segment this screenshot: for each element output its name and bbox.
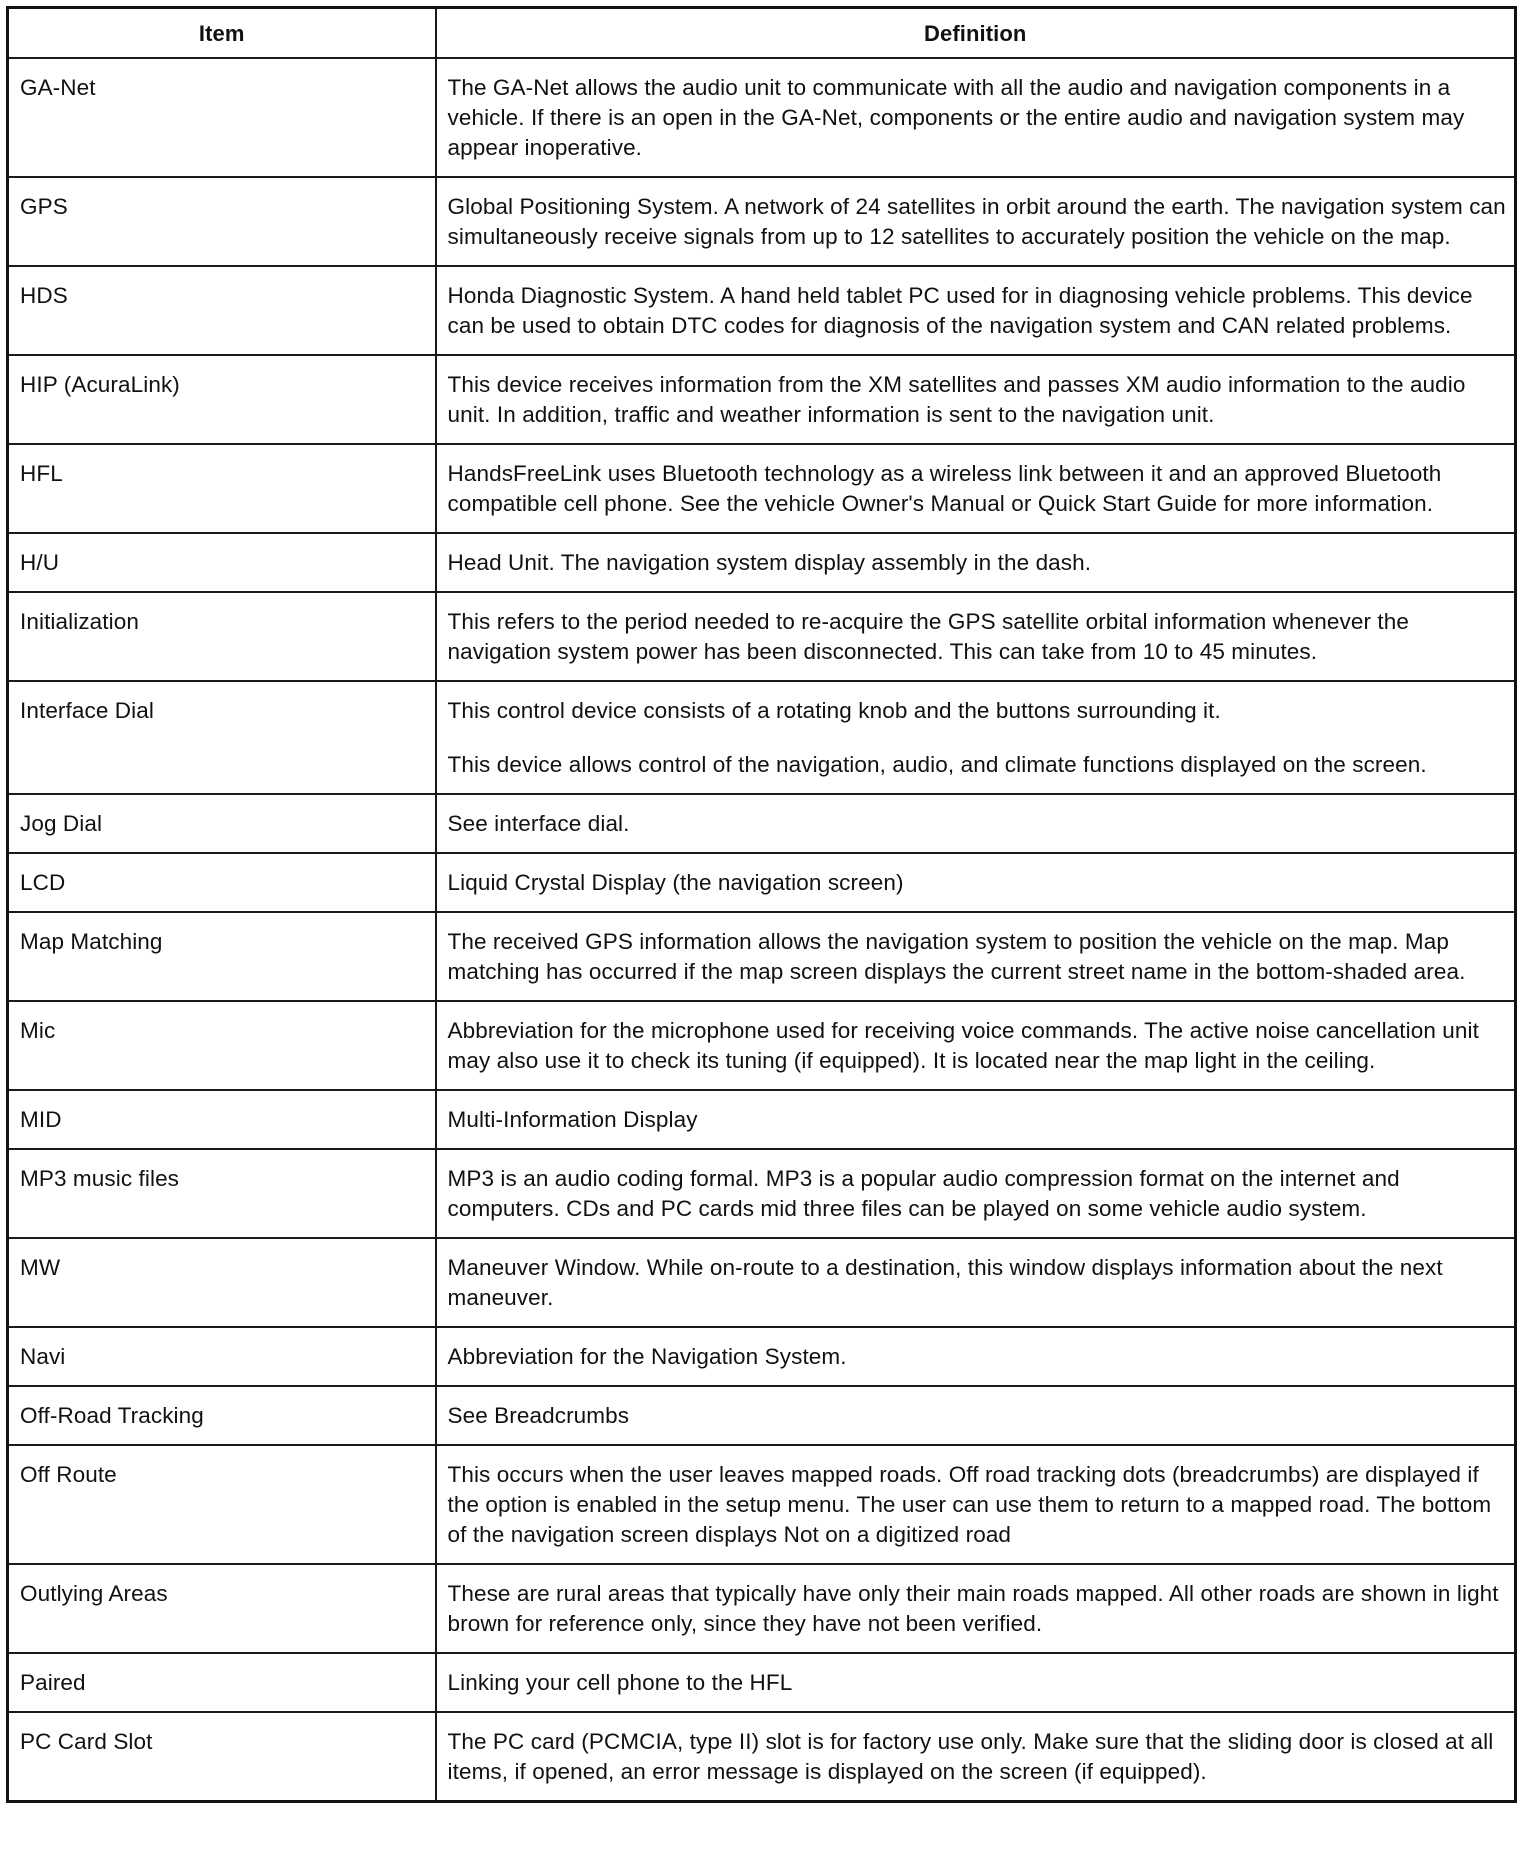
definition-cell: [436, 533, 1516, 592]
term-cell: Jog Dial: [8, 794, 436, 853]
term-cell: Map Matching: [8, 912, 436, 1001]
definition-paragraph: MP3 is an audio coding formal. MP3 is a popular audio compression format on the internet and computers. CDs and PC cards mid three files can be played on some vehicle audio system.: [447, 1166, 1400, 1221]
definition-cell: [436, 355, 1516, 444]
definition-paragraph: See Breadcrumbs: [447, 1403, 630, 1428]
definition-cell: [436, 1386, 1516, 1445]
definition-cell: [436, 1445, 1516, 1564]
glossary-table: [6, 6, 1517, 1803]
definition-paragraph: Linking your cell phone to the HFL: [447, 1670, 793, 1695]
definition-paragraph: Honda Diagnostic System. A hand held tablet PC used for in diagnosing vehicle problems. This device can be used to obtain DTC codes for diagnosis of the navigation system and CAN related problems.: [447, 283, 1473, 338]
definition-cell: [436, 1149, 1516, 1238]
table-row: [8, 592, 1516, 681]
definition-cell: [436, 444, 1516, 533]
definition-paragraph: Head Unit. The navigation system display assembly in the dash.: [447, 550, 1092, 575]
term-cell: Interface Dial: [8, 681, 436, 794]
definition-cell: [436, 266, 1516, 355]
table-row: [8, 1653, 1516, 1712]
definition-paragraph: Abbreviation for the Navigation System.: [447, 1344, 847, 1369]
table-row: [8, 681, 1516, 794]
term-cell: Paired: [8, 1653, 436, 1712]
table-row: [8, 1564, 1516, 1653]
definition-cell: [436, 853, 1516, 912]
definition-cell: [436, 912, 1516, 1001]
term-cell: H/U: [8, 533, 436, 592]
definition-cell: [436, 58, 1516, 177]
definition-cell: [436, 177, 1516, 266]
definition-paragraph: This occurs when the user leaves mapped roads. Off road tracking dots (breadcrumbs) are displayed if the option is enabled in the setup menu. The user can use them to return to a mapped road. The bottom of the navigation screen displays Not on a digitized road: [447, 1462, 1492, 1547]
definition-paragraph: Abbreviation for the microphone used for receiving voice commands. The active noise cancellation unit may also use it to check its tuning (if equipped). It is located near the map light in the ceiling.: [447, 1018, 1479, 1073]
table-row: [8, 1238, 1516, 1327]
definition-paragraph: The GA-Net allows the audio unit to communicate with all the audio and navigation components in a vehicle. If there is an open in the GA-Net, components or the entire audio and navigation system may appear inoperative.: [447, 75, 1465, 160]
definition-paragraph: HandsFreeLink uses Bluetooth technology as a wireless link between it and an approved Bluetooth compatible cell phone. See the vehicle Owner's Manual or Quick Start Guide for more information.: [447, 461, 1442, 516]
definition-paragraph: Maneuver Window. While on-route to a destination, this window displays information about the next maneuver.: [447, 1255, 1443, 1310]
term-cell: Outlying Areas: [8, 1564, 436, 1653]
table-row: [8, 1149, 1516, 1238]
table-row: [8, 58, 1516, 177]
term-cell: HFL: [8, 444, 436, 533]
term-cell: LCD: [8, 853, 436, 912]
table-row: [8, 912, 1516, 1001]
table-row: [8, 177, 1516, 266]
column-header-item: Item: [8, 8, 436, 59]
table-row: [8, 1090, 1516, 1149]
table-row: [8, 266, 1516, 355]
table-row: [8, 1327, 1516, 1386]
table-header-row: [8, 8, 1516, 59]
definition-paragraph: Global Positioning System. A network of 24 satellites in orbit around the earth. The navigation system can simultaneously receive signals from up to 12 satellites to accurately position the vehicle on the map.: [447, 194, 1506, 249]
term-cell: PC Card Slot: [8, 1712, 436, 1802]
term-cell: HDS: [8, 266, 436, 355]
definition-cell: [436, 794, 1516, 853]
glossary-rows: [8, 58, 1516, 1802]
term-cell: Off-Road Tracking: [8, 1386, 436, 1445]
definition-cell: [436, 1653, 1516, 1712]
column-header-definition: Definition: [436, 8, 1516, 59]
term-cell: Navi: [8, 1327, 436, 1386]
term-cell: Off Route: [8, 1445, 436, 1564]
table-row: [8, 444, 1516, 533]
table-row: [8, 355, 1516, 444]
definition-paragraph: These are rural areas that typically have only their main roads mapped. All other roads are shown in light brown for reference only, since they have not been verified.: [447, 1581, 1499, 1636]
term-cell: GA-Net: [8, 58, 436, 177]
definition-cell: [436, 1564, 1516, 1653]
table-row: [8, 533, 1516, 592]
table-row: [8, 1386, 1516, 1445]
definition-cell: [436, 1090, 1516, 1149]
term-cell: Initialization: [8, 592, 436, 681]
table-row: [8, 794, 1516, 853]
definition-paragraph: The PC card (PCMCIA, type II) slot is for factory use only. Make sure that the sliding door is closed at all items, if opened, an error message is displayed on the screen (if equipped).: [447, 1729, 1494, 1784]
definition-paragraph: Liquid Crystal Display (the navigation screen): [447, 870, 904, 895]
term-cell: HIP (AcuraLink): [8, 355, 436, 444]
definition-cell: [436, 1327, 1516, 1386]
definition-paragraph: Multi-Information Display: [447, 1107, 698, 1132]
table-row: [8, 853, 1516, 912]
definition-cell: [436, 681, 1516, 794]
definition-paragraph: This device receives information from the XM satellites and passes XM audio information to the audio unit. In addition, traffic and weather information is sent to the navigation unit.: [447, 372, 1466, 427]
term-cell: GPS: [8, 177, 436, 266]
definition-cell: [436, 1712, 1516, 1802]
definition-paragraph: See interface dial.: [447, 811, 630, 836]
table-row: [8, 1712, 1516, 1802]
definition-cell: [436, 592, 1516, 681]
term-cell: Mic: [8, 1001, 436, 1090]
definition-cell: [436, 1238, 1516, 1327]
table-row: [8, 1445, 1516, 1564]
table-row: [8, 1001, 1516, 1090]
definition-paragraph: This control device consists of a rotating knob and the buttons surrounding it.: [447, 698, 1221, 723]
definition-cell: [436, 1001, 1516, 1090]
definition-paragraph: This refers to the period needed to re-acquire the GPS satellite orbital information whenever the navigation system power has been disconnected. This can take from 10 to 45 minutes.: [447, 609, 1409, 664]
term-cell: MW: [8, 1238, 436, 1327]
glossary-page: [6, 6, 1514, 1803]
term-cell: MID: [8, 1090, 436, 1149]
definition-paragraph: The received GPS information allows the navigation system to position the vehicle on the map. Map matching has occurred if the map screen displays the current street name in the bottom-shaded area.: [447, 929, 1466, 984]
definition-paragraph: This device allows control of the navigation, audio, and climate functions displayed on the screen.: [447, 752, 1427, 777]
term-cell: MP3 music files: [8, 1149, 436, 1238]
